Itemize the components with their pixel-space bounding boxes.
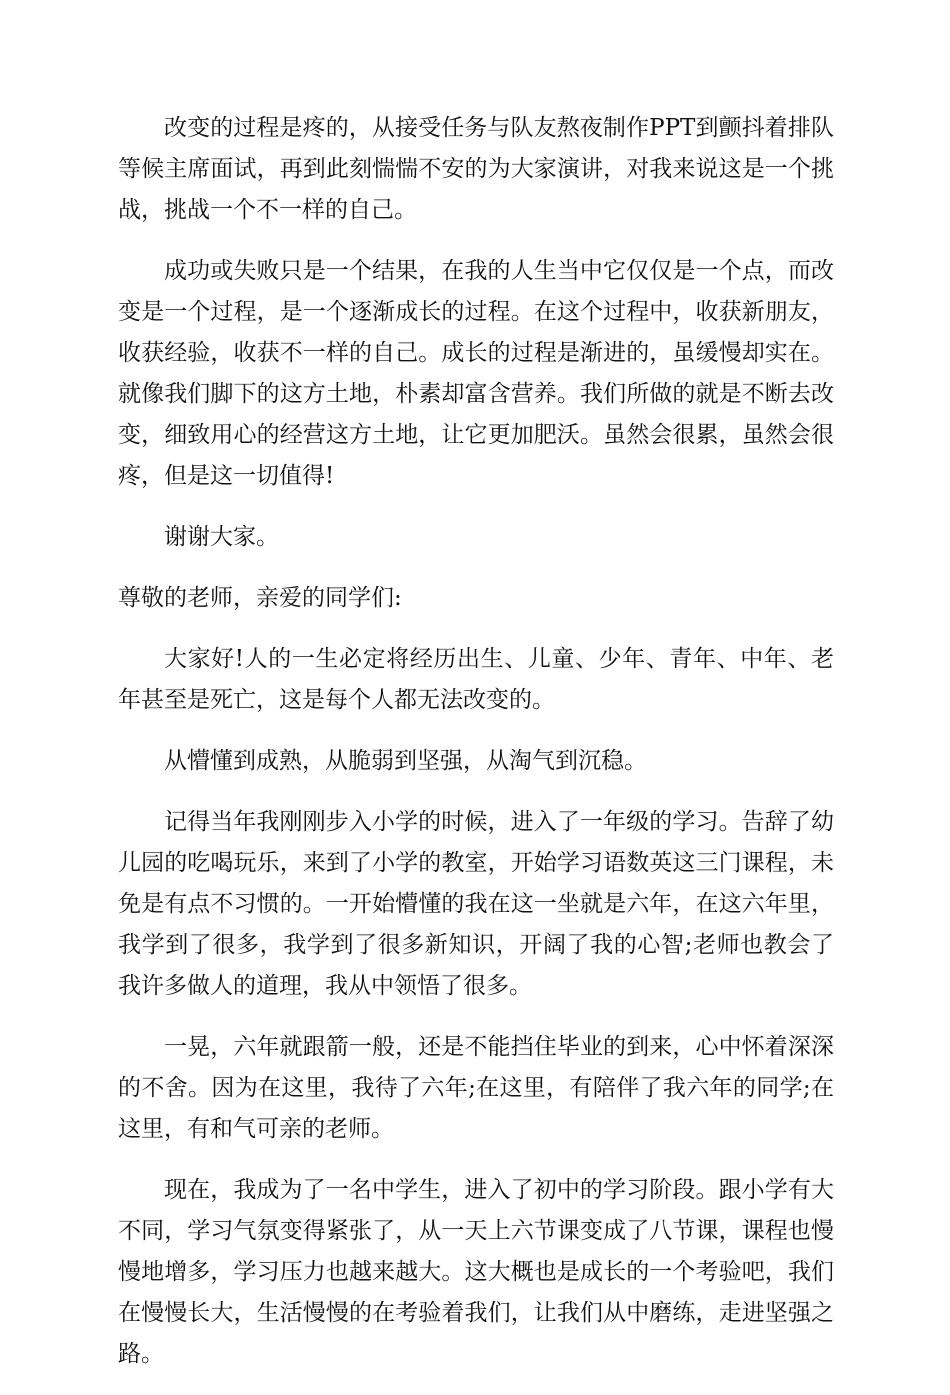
paragraph-life-stages: 大家好!人的一生必定将经历出生、儿童、少年、青年、中年、老年甚至是死亡，这是每个人都无法改变的。 <box>118 646 834 713</box>
paragraph-success-failure: 成功或失败只是一个结果，在我的人生当中它仅仅是一个点，而改变是一个过程，是一个逐渐成长的过程。在这个过程中，收获新朋友，收获经验，收获不一样的自己。成长的过程是渐进的，虽缓慢却实在。就像我们脚下的这方土地，朴素却富含营养。我们所做的就是不断去改变，细致用心的经营这方土地，让它更加肥沃。虽然会很累，虽然会很疼，但是这一切值得! <box>118 258 834 489</box>
paragraph-growth: 从懵懂到成熟，从脆弱到坚强，从淘气到沉稳。 <box>164 748 647 774</box>
paragraph-middle-school: 现在，我成为了一名中学生，进入了初中的学习阶段。跟小学有大不同，学习气氛变得紧张了，从一天上六节课变成了八节课，课程也慢慢地增多，学习压力也越来越大。这大概也是成长的一个考验吧，我们在慢慢长大，生活慢慢的在考验着我们，让我们从中磨练，走进坚强之路。 <box>118 1177 834 1367</box>
paragraph-primary-school: 记得当年我刚刚步入小学的时候，进入了一年级的学习。告辞了幼儿园的吃喝玩乐，来到了小学的教室，开始学习语数英这三门课程，未免是有点不习惯的。一开始懵懂的我在这一坐就是六年，在这六年里，我学到了很多，我学到了很多新知识，开阔了我的心智;老师也教会了我许多做人的道理，我从中领悟了很多。 <box>118 809 834 999</box>
paragraph-six-years: 一晃，六年就跟箭一般，还是不能挡住毕业的到来，心中怀着深深的不舍。因为在这里，我待了六年;在这里，有陪伴了我六年的同学;在这里，有和气可亲的老师。 <box>118 1034 834 1142</box>
document-body <box>118 108 834 1395</box>
paragraph-salutation: 尊敬的老师，亲爱的同学们: <box>118 585 402 611</box>
paragraph-thanks: 谢谢大家。 <box>164 524 279 550</box>
paragraph-change-process: 改变的过程是疼的，从接受任务与队友熬夜制作PPT到颤抖着排队等候主席面试，再到此刻惴惴不安的为大家演讲，对我来说这是一个挑战，挑战一个不一样的自己。 <box>118 115 834 223</box>
